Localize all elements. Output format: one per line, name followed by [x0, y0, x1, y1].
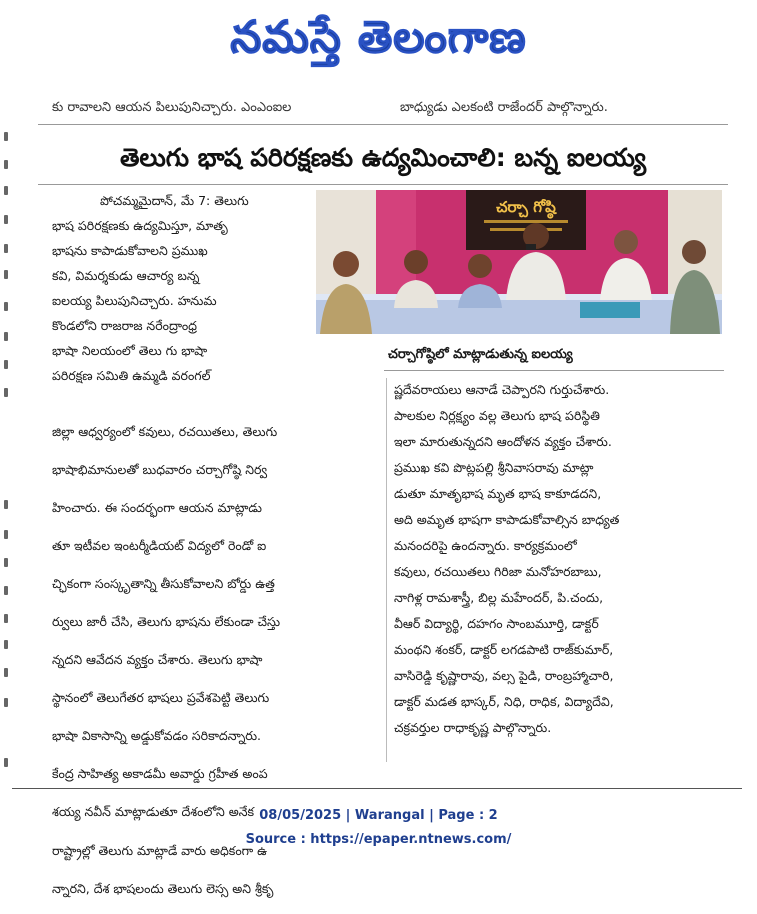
column-divider — [386, 378, 387, 762]
text-line: డాక్టర్ మడత భాస్కర్, నిధి, రాధిక, విద్యాదేవి, — [394, 694, 614, 709]
newspaper-masthead — [0, 6, 757, 70]
text-line: చక్రవర్తుల రాధాకృష్ణ పాల్గొన్నారు. — [394, 720, 552, 735]
text-line: కేంద్ర సాహిత్య అకాడమీ అవార్డు గ్రహీత అంప — [52, 766, 268, 782]
previous-article-cut-line-right: బాధ్యుడు ఎలకంటి రాజేందర్ పాల్గొన్నారు. — [400, 100, 608, 115]
text-line: కవులు, రచయితలు గిరిజా మనోహరబాబు, — [394, 564, 602, 579]
bottom-rule — [12, 788, 742, 789]
text-line: ఇలా మారుతున్నదని ఆందోళన వ్యక్తం చేశారు. — [394, 434, 612, 449]
photo-caption: చర్చాగోష్ఠిలో మాట్లాడుతున్న ఐలయ్య — [384, 340, 724, 371]
text-line: ర్వులు జారీ చేసి, తెలుగు భాషను లేకుండా చేస్తు — [52, 613, 281, 629]
text-line: ప్రముఖ కవి పొట్లపల్లి శ్రీనివాసరావు మాట్లా — [394, 460, 594, 475]
text-line: ఐలయ్య పిలుపునిచ్చారు. హనుమ — [52, 293, 217, 308]
text-line: మంథని శంకర్, డాక్టర్ లగడపాటి రాజ్‌కుమార్, — [394, 642, 614, 657]
text-line: న్నదని ఆవేదన వ్యక్తం చేశారు. తెలుగు భాషా — [52, 652, 263, 668]
text-line: శయ్య నవీన్ మాట్లాడుతూ దేశంలోని అనేక — [52, 804, 255, 820]
photo-banner-text: చర్చా గోష్ఠి — [496, 198, 556, 216]
text-line: తూ ఇటీవల ఇంటర్మీడియట్ విద్యలో రెండో ఐ — [52, 537, 267, 553]
text-line: కొండలోని రాజరాజ నరేంద్రాంధ్ర — [52, 318, 197, 333]
text-line: కవి, విమర్శకుడు ఆచార్య బన్న — [52, 268, 200, 283]
top-rule — [38, 124, 728, 125]
text-line: అది అమృత భాషగా కాపాడుకోవాల్సిన బాధ్యత — [394, 512, 620, 527]
previous-article-cut-line: కు రావాలని ఆయన పిలుపునిచ్చారు. ఎంఎంఐల — [52, 100, 292, 115]
text-line: ష్ణదేవరాయలు ఆనాడే చెప్పారని గుర్తుచేశారు. — [394, 382, 610, 397]
text-line: భాషను కాపాడుకోవాలని ప్రముఖ — [52, 243, 208, 258]
masthead-title: నమస్తే తెలంగాణ — [230, 12, 527, 63]
footer-edition-info: 08/05/2025 | Warangal | Page : 2 — [259, 808, 498, 823]
footer-source-link[interactable]: Source : https://epaper.ntnews.com/ — [245, 832, 512, 847]
text-line: భాషా నిలయంలో తెలు గు భాషా — [52, 343, 208, 358]
text-line: హించారు. ఈ సందర్భంగా ఆయన మాట్లాడు — [52, 499, 263, 515]
text-line: భాషా వికాసాన్ని అడ్డుకోవడం సరికాదన్నారు. — [52, 728, 262, 744]
text-line: పాలకుల నిర్లక్ష్యం వల్ల తెలుగు భాష పరిస్థితి — [394, 408, 600, 423]
text-line: నాగిళ్ల రామశాస్త్రీ, బిల్ల మహేందర్, పి.చందు, — [394, 590, 604, 605]
left-margin-cut-text — [0, 120, 16, 800]
text-line: జిల్లా ఆధ్వర్యంలో కవులు, రచయితలు, తెలుగు — [52, 423, 278, 439]
event-photo-illustration — [316, 190, 722, 334]
text-line: స్థానంలో తెలుగేతర భాషలు ప్రవేశపెట్టి తెలుగు — [52, 690, 270, 706]
text-line: పోచమ్మమైదాన్, మే 7: తెలుగు — [100, 193, 249, 208]
text-line: వాసిరెడ్డి కృష్ణారావు, వల్స పైడి, రాంబ్రహ్మాచారి, — [394, 668, 614, 683]
text-line: డుతూ మాతృభాష మృత భాష కాకూడదని, — [394, 486, 602, 501]
text-line: న్నారని, దేశ భాషలందు తెలుగు లెస్స అని శ్రీకృ — [52, 880, 274, 896]
headline-rule — [38, 184, 728, 185]
article-body-right-column — [394, 377, 720, 741]
text-line: భాషాభిమానులతో బుధవారం చర్చాగోష్ఠి నిర్వ — [52, 461, 268, 477]
article-photo — [316, 190, 722, 334]
text-line: పరిరక్షణ సమితి ఉమ్మడి వరంగల్ — [52, 368, 211, 383]
text-line: మనందరిపై ఉందన్నారు. కార్యక్రమంలో — [394, 538, 577, 553]
article-headline: తెలుగు భాష పరిరక్షణకు ఉద్యమించాలి: బన్న ఐలయ్య — [119, 143, 647, 172]
text-line: భాష పరిరక్షణకు ఉద్యమిస్తూ, మాతృ — [52, 218, 228, 233]
text-line: చ్ఛికంగా సంస్కృతాన్ని తీసుకోవాలని బోర్డు ఉత్త — [52, 575, 275, 591]
text-line: వీఆర్ విద్యార్థి, దహగం సాంబమూర్తి, డాక్టర్ — [394, 616, 599, 631]
article-lead-column — [52, 188, 314, 388]
text-line: రాష్ట్రాల్లో తెలుగు మాట్లాడే వారు అధికంగా ఉ — [52, 842, 268, 858]
